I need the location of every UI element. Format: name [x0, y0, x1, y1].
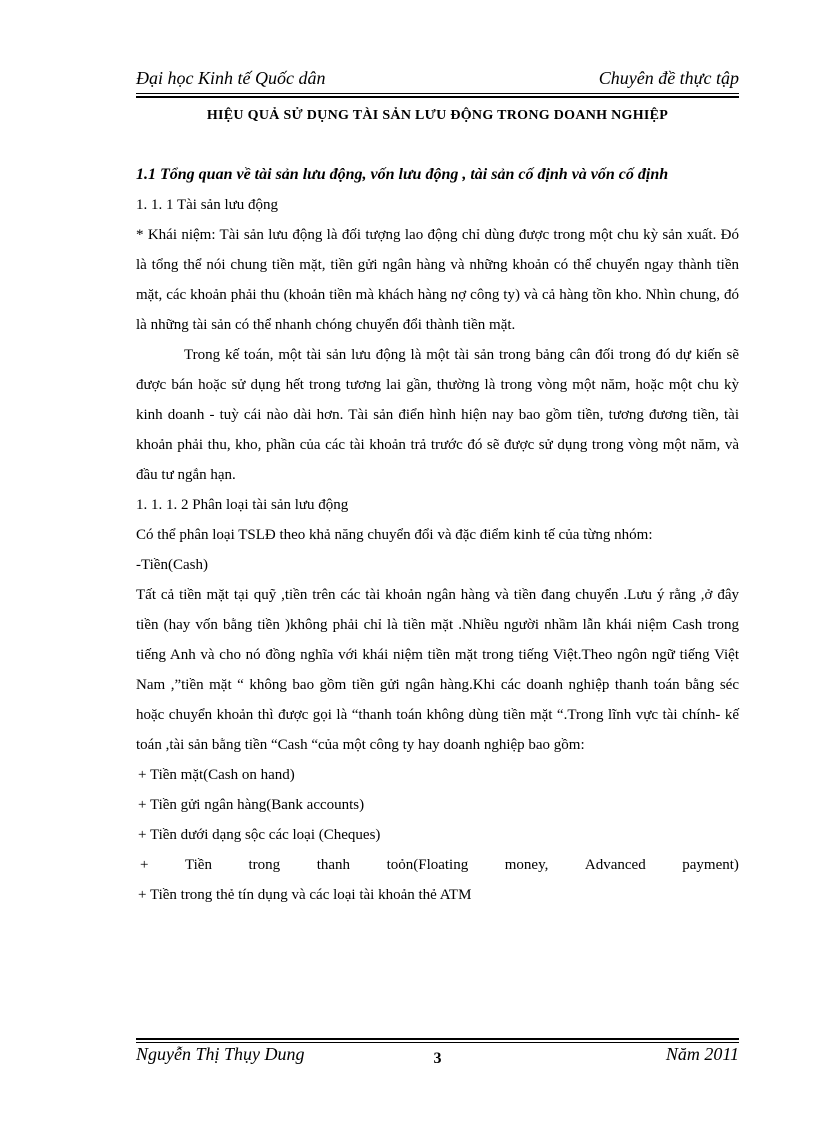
- list-item-cheques: + Tiền dưới dạng sộc các loại (Cheques): [138, 827, 381, 843]
- list-item-bank-accounts: + Tiền gửi ngân hàng(Bank accounts): [138, 797, 365, 813]
- page-footer: [136, 1044, 739, 1074]
- spread-word: payment): [682, 857, 739, 873]
- spread-word: thanh: [316, 857, 351, 873]
- list-item-credit-cards: + Tiền trong thẻ tín dụng và các loại tài khoản thẻ ATM: [138, 887, 472, 903]
- subheading-classification: 1. 1. 1. 2 Phân loại tài sản lưu động: [136, 497, 349, 513]
- footer-page-number: 3: [433, 1050, 442, 1067]
- footer-rule-thick: [136, 1038, 739, 1040]
- paragraph-accounting: Trong kế toán, một tài sản lưu động là một tài sản trong bảng cân đối trong đó dự kiến sẽ được bán hoặc sử dụng hết trong tương lai gần, thường là trong vòng một năm, hoặc một chu kỳ kinh doanh - tuỳ cái nào dài hơn. Tài sản điển hình hiện nay bao gồm tiền, tương đương tiền, tài khoản phải thu, kho, phần của các tài khoản trả trước đó sẽ được sử dụng trong vòng một năm, và đầu tư ngắn hạn.: [136, 347, 739, 483]
- header-university: Đại học Kinh tế Quốc dân: [136, 68, 326, 88]
- page-header: [136, 68, 739, 89]
- footer-author: Nguyễn Thị Thụy Dung: [136, 1044, 305, 1064]
- spread-word: money,: [504, 857, 549, 873]
- document-body: [136, 160, 739, 910]
- footer-rule-thin: [136, 1042, 739, 1043]
- spread-word: +: [140, 857, 149, 873]
- document-title: HIỆU QUẢ SỬ DỤNG TÀI SẢN LƯU ĐỘNG TRONG DOANH NGHIỆP: [206, 108, 669, 123]
- spread-word: trong: [248, 857, 281, 873]
- spread-word: Tiền: [185, 857, 212, 873]
- footer-year: Năm 2011: [665, 1044, 739, 1064]
- list-item-cash-on-hand: + Tiền mặt(Cash on hand): [138, 767, 295, 783]
- section-heading: 1.1 Tổng quan về tài sản lưu động, vốn lưu động , tài sản cố định và vốn cố định: [136, 166, 669, 183]
- spread-word: toỏn(Floating: [386, 857, 469, 873]
- header-rule-thin: [136, 93, 739, 94]
- list-item-floating-money: [136, 850, 739, 880]
- subheading-current-assets: 1. 1. 1 Tài sản lưu động: [136, 197, 279, 213]
- paragraph-classification: Có thể phân loại TSLĐ theo khả năng chuyển đổi và đặc điểm kinh tế của từng nhóm:: [136, 527, 653, 543]
- header-rule-thick: [136, 96, 739, 98]
- paragraph-cash: Tất cả tiền mặt tại quỹ ,tiền trên các tài khoản ngân hàng và tiền đang chuyển .Lưu ý rằng ,ở đây tiền (hay vốn bằng tiền )không phải chỉ là tiền mặt .Nhiều người nhầm lẫn khái niệm Cash trong tiếng Anh và cho nó đồng nghĩa với khái niệm tiền mặt trong tiếng Việt.Theo ngôn ngữ tiếng Việt Nam ,”tiền mặt “ không bao gồm tiền gửi ngân hàng.Khi các doanh nghiệp thanh toán bằng séc hoặc chuyển khoản thì được gọi là “thanh toán không dùng tiền mặt “.Trong lĩnh vực tài chính- kế toán ,tài sản bằng tiền “Cash “của một công ty hay doanh nghiệp bao gồm:: [136, 587, 739, 753]
- header-report-type: Chuyên đề thực tập: [598, 68, 739, 88]
- cash-label: -Tiền(Cash): [136, 557, 208, 573]
- spread-word: Advanced: [584, 857, 646, 873]
- paragraph-concept: * Khái niệm: Tài sản lưu động là đối tượng lao động chỉ dùng được trong một chu kỳ sản xuất. Đó là tổng thể nói chung tiền mặt, tiền gửi ngân hàng và những khoản có thể chuyển ngay thành tiền mặt, các khoản phải thu (khoản tiền mà khách hàng nợ công ty) và cả hàng tồn kho. Nhìn chung, đó là những tài sản có thể nhanh chóng chuyển đổi thành tiền mặt.: [136, 227, 739, 333]
